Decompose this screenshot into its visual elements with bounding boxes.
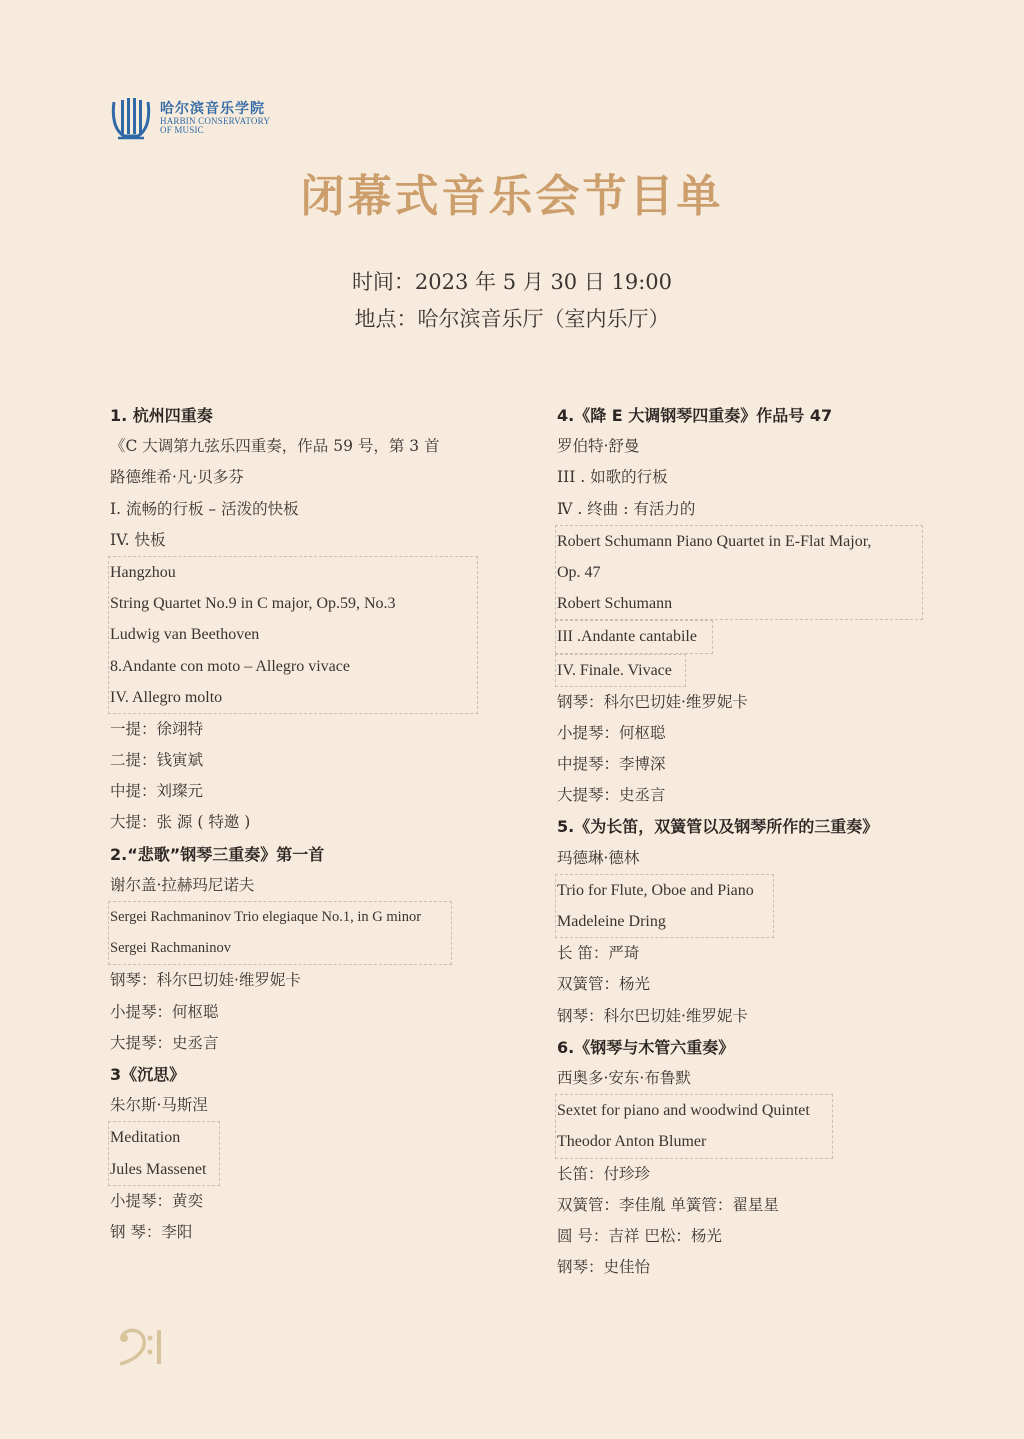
program-line-en: Sergei Rachmaninov Trio elegiaque No.1, in G minor [110,909,422,925]
performer-line: 钢琴：科尔巴切娃·维罗妮卡 [557,1006,748,1025]
performer-line: 大提琴：史丞言 [557,786,666,805]
event-place: 地点：哈尔滨音乐厅（室内乐厅） [354,307,670,331]
english-title-box-4 [555,525,923,621]
composer-line: 西奥多·安东·布鲁默 [557,1068,691,1087]
program-line-en: 8.Andante con moto – Allegro vivace [110,657,350,675]
program-line-en: Trio for Flute, Oboe and Piano [557,881,754,899]
program-right-column [557,400,937,1283]
bass-clef-decoration-icon [116,1326,164,1366]
program-line-en: III .Andante cantabile [557,628,697,646]
composer-line: 路德维希·凡·贝多芬 [110,468,244,487]
piece-heading-2: 2.“悲歌”钢琴三重奏》第一首 [110,844,325,864]
program-line-en: Sergei Rachmaninov [110,940,231,957]
performer-line: 小提琴：何枢聪 [110,1002,219,1021]
performer-line: 二提：钱寅斌 [110,751,204,770]
english-title-box-8 [555,1094,833,1158]
program-line-en: Robert Schumann [557,595,673,613]
page-title: 闭幕式音乐会节目单 [300,171,724,222]
piece-heading-5: 5.《为长笛，双簧管以及钢琴所作的三重奏》 [557,817,879,837]
logo-text [160,102,270,136]
composer-line: 朱尔斯·马斯涅 [110,1096,208,1115]
program-line-en: Robert Schumann Piano Quartet in E-Flat Major, [557,532,872,550]
program-left-column [110,400,490,1248]
program-line-en: Theodor Anton Blumer [557,1133,707,1151]
program-line-en: Op. 47 [557,563,601,581]
program-line-en: Meditation [110,1129,181,1147]
program-line-en: IV. Finale. Vivace [557,661,672,679]
program-line-en: Madeleine Dring [557,913,666,930]
program-line-en: IV. Allegro molto [110,688,223,706]
english-title-box-5 [555,620,713,653]
program-line-en: Ludwig van Beethoven [110,626,260,644]
performer-line: 双簧管：李佳胤 单簧管：翟星星 [557,1195,779,1214]
program-line-en: String Quartet No.9 in C major, Op.59, No.3 [110,595,396,613]
logo-name-en-1: HARBIN CONSERVATORY [160,115,271,126]
piece-heading-6: 6.《钢琴与木管六重奏》 [557,1037,735,1057]
event-time: 时间：2023 年 5 月 30 日 19:00 [351,270,673,294]
movement-line: Ⅳ . 终曲 : 有活力的 [557,499,696,518]
program-line-en: Hangzhou [110,563,176,581]
piece-heading-1: 1. 杭州四重奏 [110,406,213,425]
movement-line: III . 如歌的行板 [557,468,668,487]
piece-heading-4: 4.《降 E 大调钢琴四重奏》作品号 47 [557,406,833,425]
program-line-en: Jules Massenet [110,1160,207,1178]
performer-line: 钢琴：史佳怡 [557,1258,651,1277]
program-line-en: Sextet for piano and woodwind Quintet [557,1102,810,1120]
english-title-box-2 [108,901,452,965]
english-title-box-6 [555,654,686,687]
program-line: 《C 大调第九弦乐四重奏，作品 59 号，第 3 首 [110,437,440,456]
performer-line: 长 笛：严琦 [557,944,640,963]
performer-line: 小提琴：黄奕 [110,1191,204,1210]
performer-line: 一提：徐翊特 [110,719,204,738]
lyre-logo-icon [110,96,152,142]
composer-line: 玛德琳·德林 [557,848,640,867]
performer-line: 钢 琴：李阳 [110,1222,193,1241]
logo-name-cn: 哈尔滨音乐学院 [160,101,265,118]
performer-line: 双簧管：杨光 [557,975,651,994]
performer-line: 钢琴：科尔巴切娃·维罗妮卡 [110,971,301,990]
performer-line: 小提琴：何枢聪 [557,723,666,742]
logo [110,96,270,142]
performer-line: 大提琴：史丞言 [110,1033,219,1052]
piece-heading-3: 3《沉思》 [110,1064,186,1084]
movement-line: I. 流畅的行板 – 活泼的快板 [110,499,299,518]
english-title-box-3 [108,1121,220,1185]
performer-line: 长笛：付珍珍 [557,1164,651,1183]
performer-line: 中提琴：李博深 [557,755,666,774]
english-title-box-1 [108,556,478,714]
composer-line: 谢尔盖·拉赫玛尼诺夫 [110,875,255,894]
english-title-box-7 [555,874,774,938]
performer-line: 中提：刘璨元 [110,782,204,801]
performer-line: 圆 号：吉祥 巴松：杨光 [557,1226,722,1245]
movement-line: IV. 快板 [110,530,166,549]
performer-line: 钢琴：科尔巴切娃·维罗妮卡 [557,692,748,711]
logo-name-en-2: OF MUSIC [160,125,204,136]
composer-line: 罗伯特·舒曼 [557,437,640,456]
performer-line: 大提：张 源 ( 特邀 ) [110,813,251,832]
